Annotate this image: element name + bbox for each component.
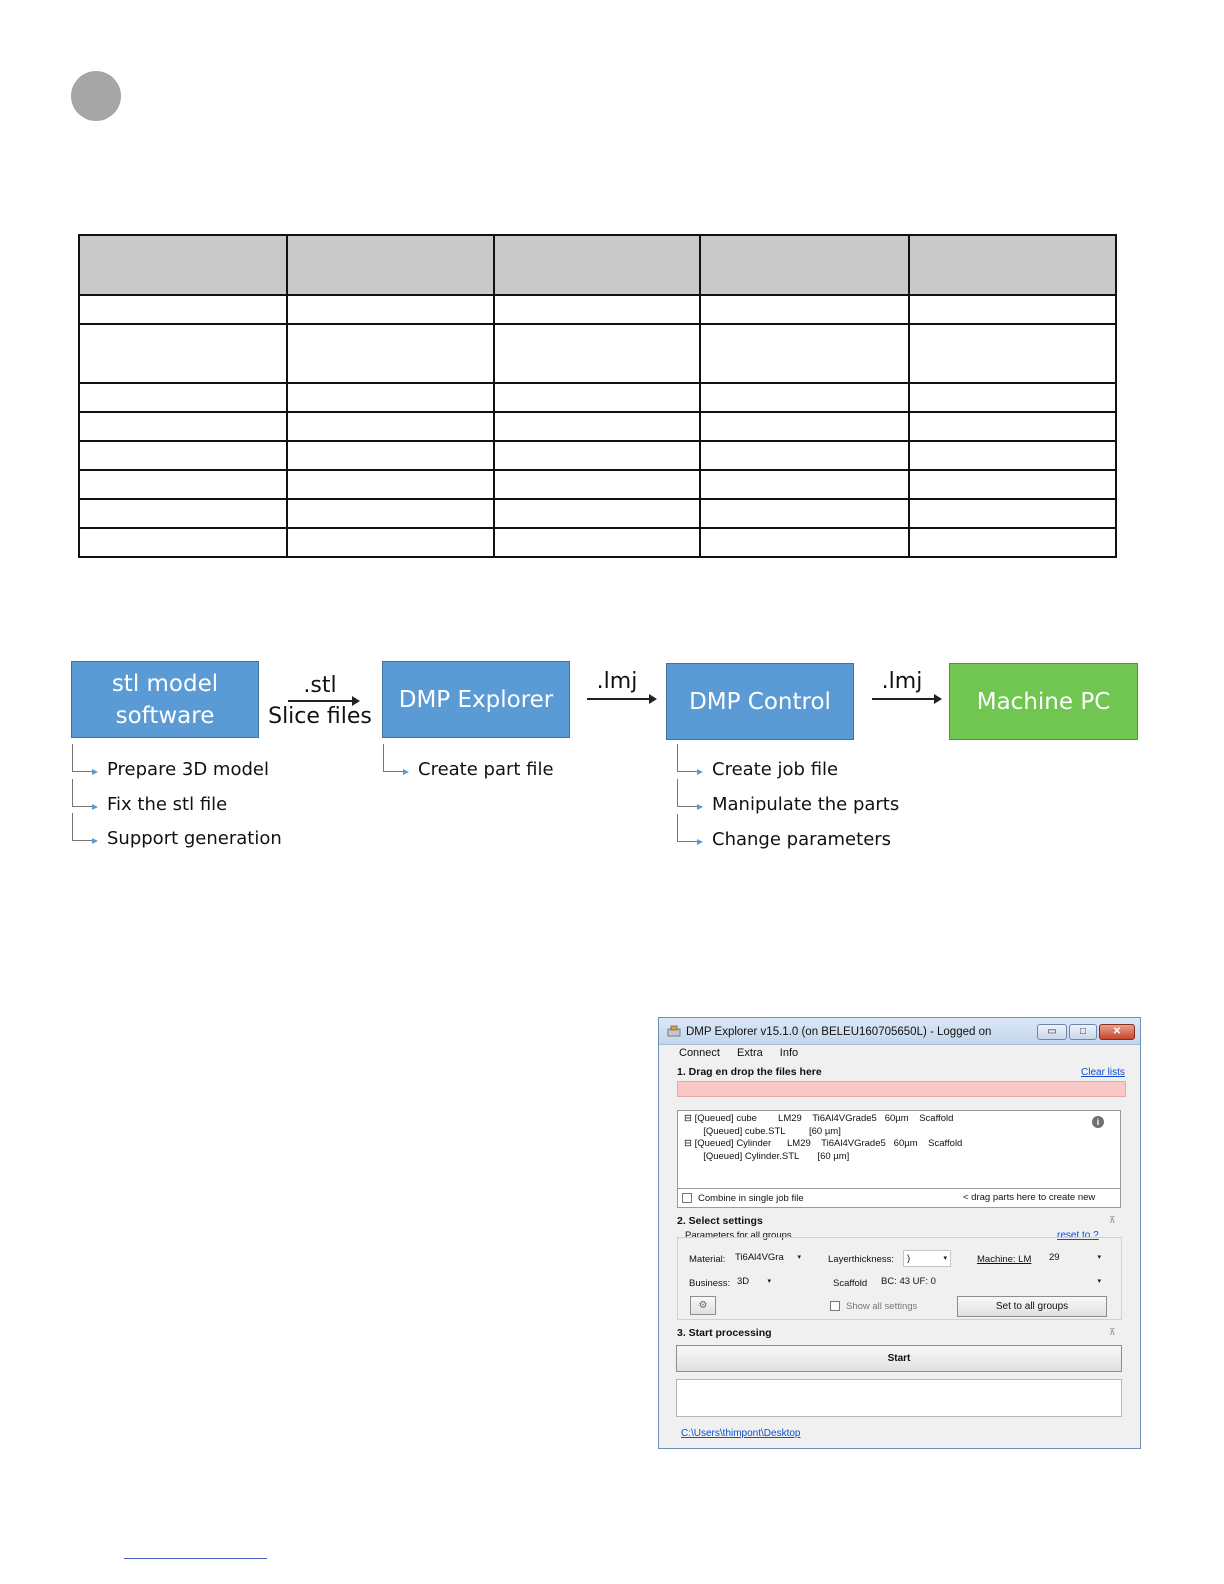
section2-heading: 2. Select settings <box>677 1215 763 1227</box>
table-header-cell <box>909 235 1116 295</box>
maximize-button[interactable]: □ <box>1069 1024 1097 1040</box>
table-row <box>79 383 1116 412</box>
spec-table <box>78 234 1117 558</box>
section-bullet-circle <box>71 71 121 121</box>
step-text: Support generation <box>107 828 282 849</box>
chevron-down-icon: ▾ <box>767 1278 771 1285</box>
machine-value: 29 <box>1049 1252 1060 1263</box>
app-icon <box>667 1025 681 1037</box>
layer-value: ) <box>907 1253 911 1264</box>
step-text: Change parameters <box>712 829 892 850</box>
start-button[interactable]: Start <box>676 1345 1122 1372</box>
chevron-down-icon: ▾ <box>797 1254 801 1261</box>
business-select[interactable] <box>734 1274 774 1291</box>
clear-lists-link[interactable]: Clear lists <box>1081 1067 1125 1078</box>
table-row <box>79 324 1116 383</box>
material-select[interactable] <box>732 1250 804 1267</box>
tree-item[interactable]: [Queued] cube.STL [60 µm] <box>690 1126 841 1137</box>
table-header-row <box>79 235 1116 295</box>
menu-extra[interactable]: Extra <box>737 1047 763 1059</box>
layer-label: Layerthickness: <box>828 1254 895 1265</box>
show-all-checkbox[interactable] <box>830 1301 840 1311</box>
table-header-cell <box>494 235 700 295</box>
dmp-control-label: DMP Control <box>689 688 831 715</box>
material-label: Material: <box>689 1254 726 1265</box>
material-value: Ti6Al4VGra <box>735 1252 784 1263</box>
menu-connect[interactable]: Connect <box>679 1047 720 1059</box>
layer-select[interactable] <box>903 1250 951 1267</box>
step-text: Create job file <box>712 759 839 780</box>
stl-software-box <box>71 661 259 738</box>
stl-ext-label: .stl <box>303 673 337 698</box>
dmp-explorer-box <box>382 661 570 738</box>
footnote-separator <box>124 1558 267 1559</box>
gear-button[interactable] <box>690 1296 716 1315</box>
combine-row <box>677 1188 1121 1208</box>
tree-item[interactable]: ⊟ [Queued] Cylinder LM29 Ti6Al4VGrade5 60µm Scaffold <box>684 1138 963 1149</box>
params-label: Parameters for all groups <box>685 1230 792 1241</box>
step-text: Create part file <box>418 759 554 780</box>
machine-pc-box <box>949 663 1138 740</box>
chevron-down-icon: ▾ <box>943 1255 947 1262</box>
step-text: Prepare 3D model <box>107 759 269 780</box>
table-row <box>79 528 1116 557</box>
chevron-down-icon: ▾ <box>1097 1254 1101 1261</box>
arrow-1 <box>288 700 358 702</box>
machine-pc-label: Machine PC <box>976 688 1111 715</box>
table-row <box>79 295 1116 324</box>
machine-select[interactable] <box>1046 1250 1104 1267</box>
section3-heading: 3. Start processing <box>677 1327 772 1339</box>
dmp-explorer-label: DMP Explorer <box>398 686 554 713</box>
pin-icon[interactable]: ⊼ <box>1109 1215 1116 1225</box>
arrow-3 <box>872 698 940 700</box>
combine-checkbox[interactable] <box>682 1193 692 1203</box>
settings-group <box>677 1237 1122 1320</box>
table-row <box>79 412 1116 441</box>
dmp-explorer-window <box>658 1017 1141 1449</box>
machine-label[interactable]: Machine: LM <box>977 1254 1032 1265</box>
set-to-all-groups-button[interactable]: Set to all groups <box>957 1296 1107 1317</box>
close-button[interactable]: ✕ <box>1099 1024 1135 1040</box>
log-output-box[interactable] <box>676 1379 1122 1417</box>
table-row <box>79 499 1116 528</box>
scaffold-value: BC: 43 UF: 0 <box>881 1276 936 1287</box>
business-label: Business: <box>689 1278 731 1289</box>
stl-software-label-1: stl model <box>111 670 219 697</box>
table-row <box>79 441 1116 470</box>
show-all-label: Show all settings <box>846 1301 918 1312</box>
arrow-2 <box>587 698 655 700</box>
table-header-cell <box>79 235 287 295</box>
step-text: Manipulate the parts <box>712 794 900 815</box>
output-path-link[interactable]: C:\Users\thimpont\Desktop <box>681 1428 801 1439</box>
tree-item[interactable]: ⊟ [Queued] cube LM29 Ti6Al4VGrade5 60µm Scaffold <box>684 1113 954 1124</box>
combine-label: Combine in single job file <box>698 1193 804 1204</box>
window-title: DMP Explorer v15.1.0 (on BELEU160705650L) - Logged on <box>686 1026 992 1038</box>
lmj-label-2: .lmj <box>881 669 923 694</box>
section1-heading: 1. Drag en drop the files here <box>677 1066 822 1078</box>
stl-software-label-2: software <box>115 702 215 729</box>
business-value: 3D <box>737 1276 750 1287</box>
tree-item[interactable]: [Queued] Cylinder.STL [60 µm] <box>690 1151 850 1162</box>
pin-icon[interactable]: ⊼ <box>1109 1327 1116 1337</box>
scaffold-label: Scaffold <box>833 1278 868 1289</box>
table-header-cell <box>700 235 909 295</box>
gear-icon: ⚙ <box>698 1300 708 1311</box>
scaffold-select[interactable] <box>878 1274 1104 1291</box>
step-text: Fix the stl file <box>107 794 228 815</box>
info-icon[interactable]: i <box>1092 1116 1104 1128</box>
menu-bar <box>679 1047 812 1059</box>
chevron-down-icon: ▾ <box>1097 1278 1101 1285</box>
reset-link[interactable]: reset to ? <box>1057 1230 1099 1241</box>
dmp-control-box <box>666 663 854 740</box>
table-row <box>79 470 1116 499</box>
minimize-button[interactable]: ▭ <box>1037 1024 1067 1040</box>
drag-hint: < drag parts here to create new <box>963 1192 1096 1203</box>
file-drop-zone[interactable] <box>677 1081 1126 1097</box>
slice-files-label: Slice files <box>268 704 372 729</box>
menu-info[interactable]: Info <box>779 1047 799 1059</box>
lmj-label-1: .lmj <box>596 669 638 694</box>
window-titlebar <box>659 1018 1140 1045</box>
table-header-cell <box>287 235 494 295</box>
